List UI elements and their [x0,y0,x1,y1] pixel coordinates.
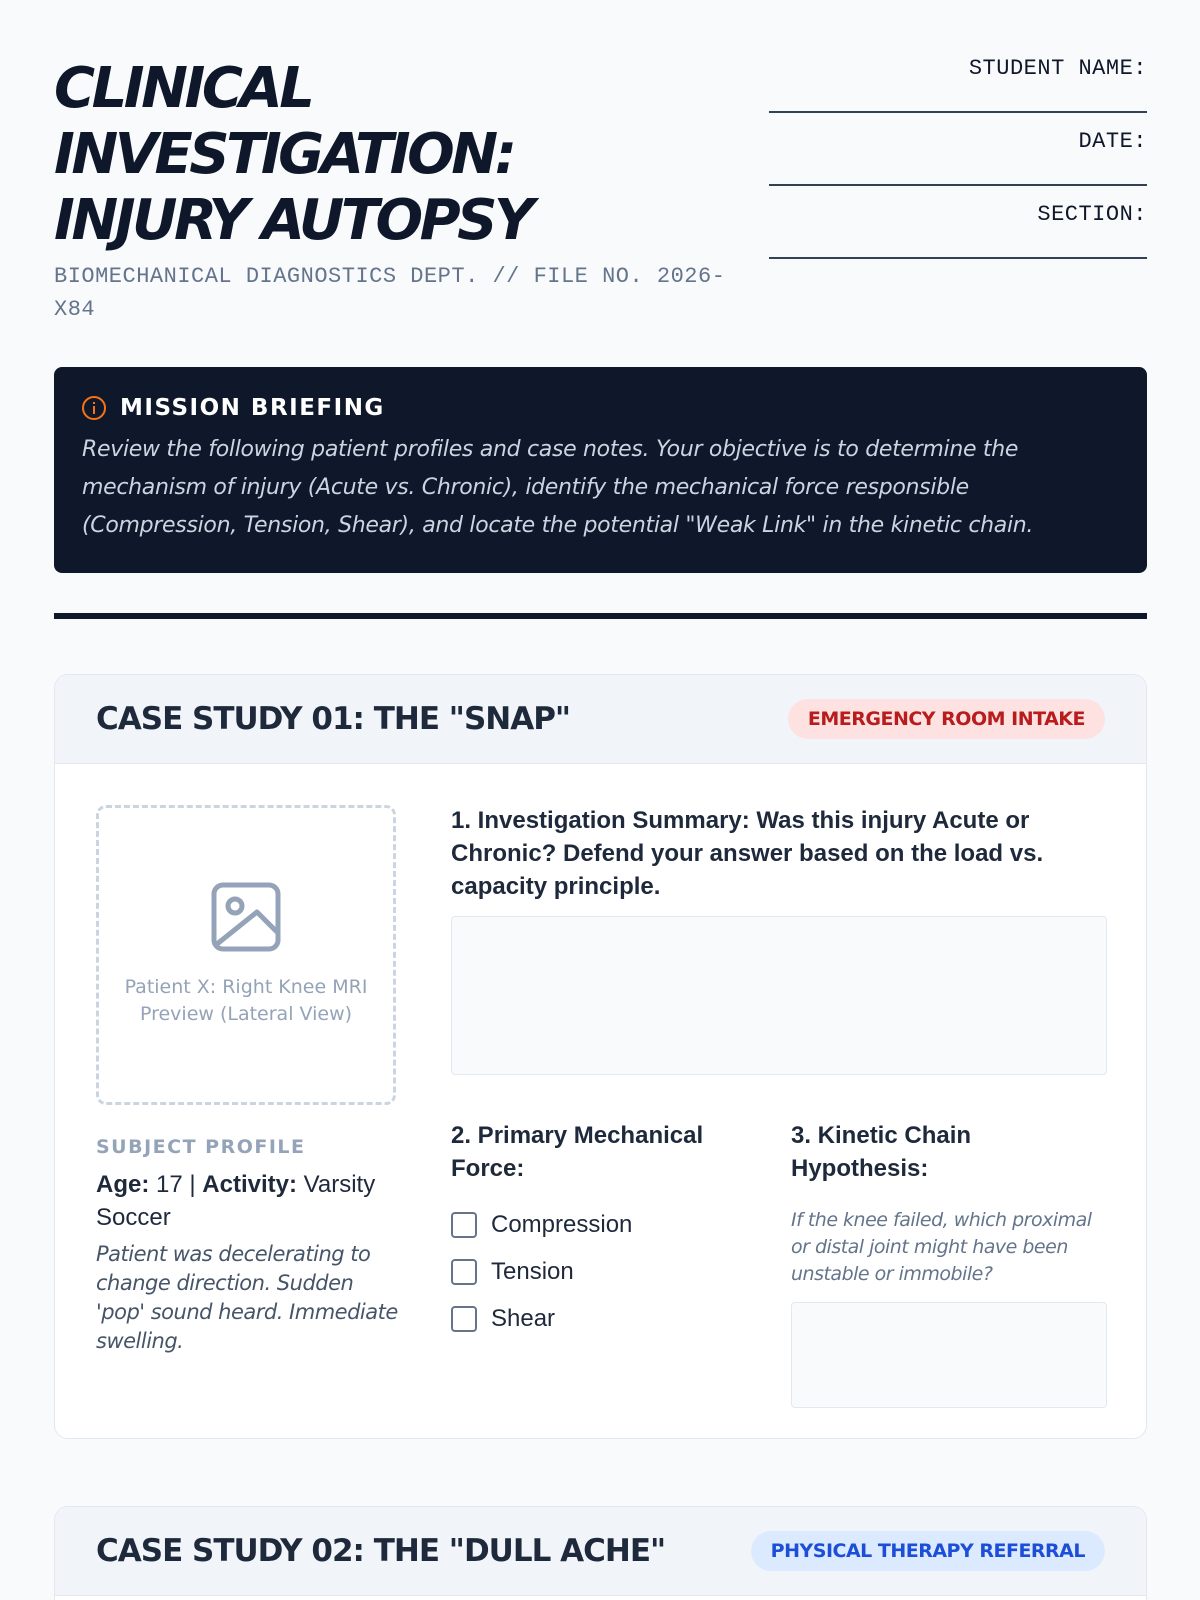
mission-briefing [54,367,1147,573]
title-line-1: CLINICAL [54,56,312,121]
briefing-text: Review the following patient profiles and case notes. Your objective is to determine the mechanism of injury (Acute vs. Chronic), identify the mechanical force responsible (Compression, Tension, Shear), and locate the potential "Weak Link" in the kinetic chain. [82,437,1034,538]
age-value: 17 [156,1171,183,1198]
age-label: Age: [96,1171,150,1198]
option-tension[interactable] [451,1248,632,1295]
question-3-hint: If the knee failed, which proximal or distal joint might have been unstable or immobile? [791,1209,1092,1285]
force-options [451,1201,632,1342]
image-icon [211,882,281,952]
date-field[interactable] [769,129,1147,202]
shear-checkbox[interactable] [451,1306,477,1332]
section-label: SECTION: [1037,202,1147,227]
tension-checkbox[interactable] [451,1259,477,1285]
option-compression[interactable] [451,1201,632,1248]
worksheet-header [54,56,1147,326]
page-title [54,56,754,254]
section-field[interactable] [769,202,1147,275]
option-label: Tension [491,1257,574,1285]
profile-notes: Patient was decelerating to change direction. Sudden 'pop' sound heard. Immediate swelling. [96,1242,398,1353]
question-2: 2. Primary Mechanical Force: [451,1122,704,1182]
answer-box-3[interactable] [791,1302,1107,1408]
case-study-card-2 [54,1506,1147,1600]
question-1: 1. Investigation Summary: Was this injury Acute or Chronic? Defend your answer based on the load vs. capacity principle. [451,807,1044,900]
profile-stats [96,1168,401,1234]
student-name-field[interactable] [769,56,1147,129]
question-3: 3. Kinetic Chain Hypothesis: [791,1122,972,1182]
status-badge: EMERGENCY ROOM INTAKE [788,699,1105,739]
student-fields [769,56,1147,275]
stats-separator: | [189,1171,196,1198]
compression-checkbox[interactable] [451,1212,477,1238]
case-body [55,764,1146,1438]
subject-profile [96,1136,401,1356]
section-line[interactable] [769,257,1147,259]
date-label: DATE: [1078,129,1147,154]
answer-box-1[interactable] [451,916,1107,1075]
case-study-card-1 [54,674,1147,1439]
section-divider [54,613,1147,619]
activity-label: Activity: [202,1171,297,1198]
case-header [55,1507,1146,1596]
image-caption: Patient X: Right Knee MRI Preview (Lateral View) [124,976,368,1025]
student-name-line[interactable] [769,111,1147,113]
image-placeholder [96,805,396,1105]
profile-label: SUBJECT PROFILE [96,1136,306,1158]
case-title: CASE STUDY 01: THE "SNAP" [96,701,571,737]
case-title: CASE STUDY 02: THE "DULL ACHE" [96,1533,666,1569]
info-icon [82,396,106,420]
briefing-header [82,393,1119,423]
status-badge: PHYSICAL THERAPY REFERRAL [751,1531,1105,1571]
student-name-label: STUDENT NAME: [968,56,1147,81]
option-label: Shear [491,1304,556,1332]
option-shear[interactable] [451,1295,632,1342]
briefing-title: MISSION BRIEFING [120,395,385,421]
activity-value: Varsity Soccer [96,1171,376,1231]
title-line-2: INVESTIGATION: [54,122,514,187]
worksheet-page [54,0,1147,1600]
date-line[interactable] [769,184,1147,186]
file-subtitle: BIOMECHANICAL DIAGNOSTICS DEPT. // FILE NO. 2026-X84 [54,264,726,322]
option-label: Compression [491,1210,633,1238]
title-line-3: INJURY AUTOPSY [54,188,532,253]
case-header [55,675,1146,764]
